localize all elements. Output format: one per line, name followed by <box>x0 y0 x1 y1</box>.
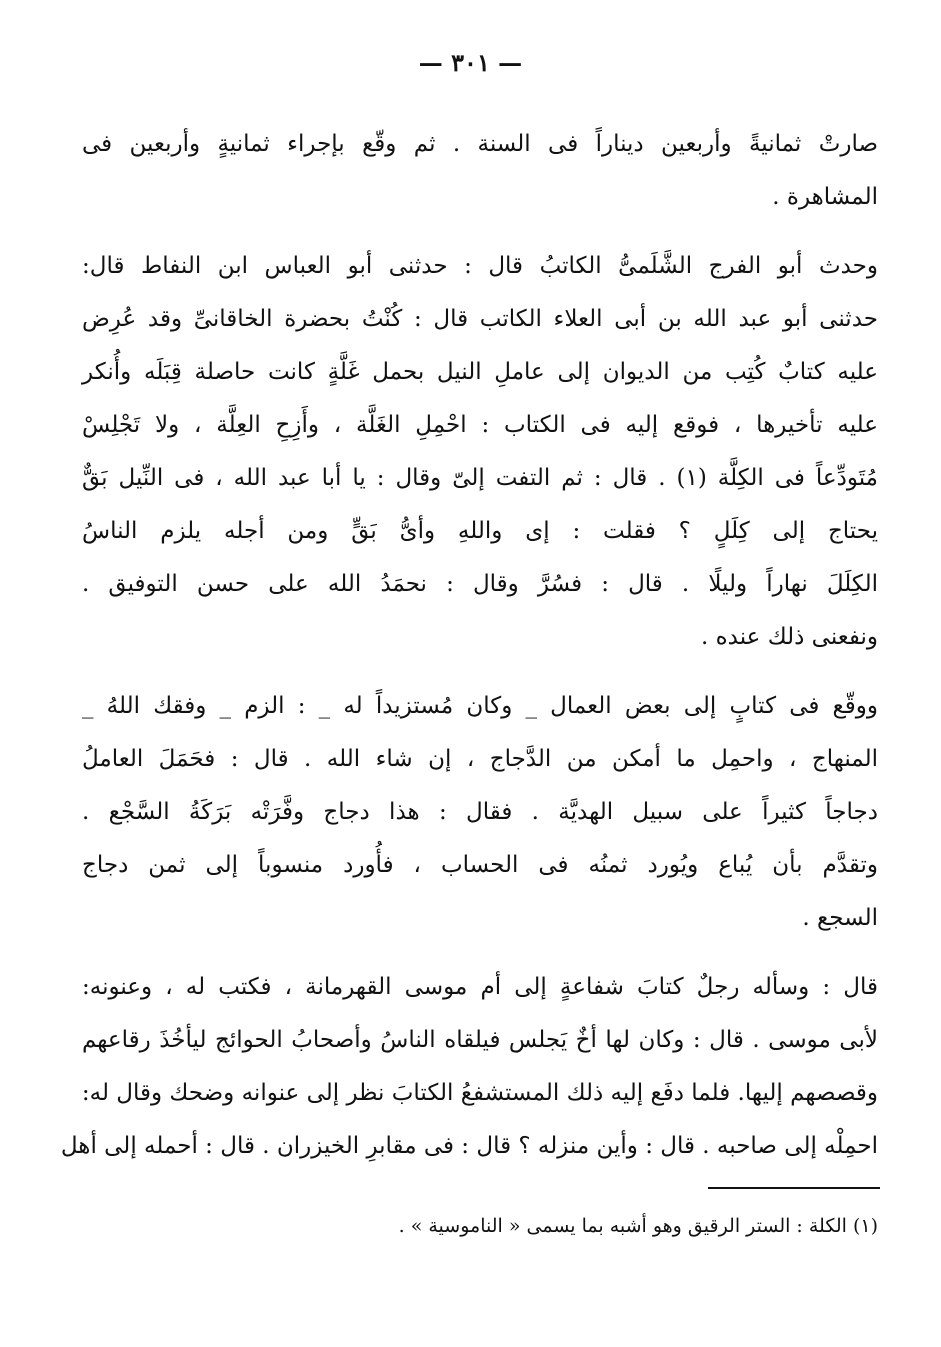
text-line: لأبى موسى . قال : وكان لها أخٌ يَجلس فيلقاه الناسُ وأصحابُ الحوائج ليأخُذَ رقاعهم <box>82 1027 878 1053</box>
text-line: احمِلْه إلى صاحبه . قال : وأين منزله ؟ قال : فى مقابرِ الخيزران . قال : أحمله إلى أهل <box>60 1133 878 1159</box>
text-line: وحدث أبو الفرج الشَّلَمىُّ الكاتبُ قال : حدثنى أبو العباس ابن النفاط قال: <box>82 253 878 279</box>
text-line: المشاهرة . <box>772 184 878 210</box>
text-line: وقصصهم إليها. فلما دفَع إليه ذلك المستشفعُ الكتابَ نظر إلى عنوانه وضحك وقال له: <box>81 1080 878 1106</box>
paragraph-2 <box>82 240 878 664</box>
body-text <box>60 118 878 1189</box>
text-line: مُتَودِّعاً فى الكِلَّة (١) . قال : ثم التفت إلىّ وقال : يا أبا عبد الله ، فى النِّيل بَقٌّ <box>82 465 878 491</box>
paragraph-1 <box>82 118 878 224</box>
page-number: — ٣٠١ — <box>418 48 523 77</box>
footnote-divider <box>708 1187 880 1189</box>
paragraph-3 <box>82 680 878 945</box>
text-line: عليه كتابٌ كُتِب من الديوان إلى عاملِ النيل بحمل غَلَّةٍ كانت حاصلة قِبَلَه وأُنكر <box>82 359 878 385</box>
text-line: وتقدَّم بأن يُباع ويُورد ثمنُه فى الحساب ، فأُورد منسوباً إلى ثمن دجاج <box>82 852 878 878</box>
text-line: يحتاج إلى كِلَلٍ ؟ فقلت : إى واللهِ وأىُّ بَقٍّ ومن أجله يلزم الناسُ <box>82 518 878 544</box>
text-line: صارتْ ثمانيةً وأربعين ديناراً فى السنة . ثم وقّع بإجراء ثمانيةٍ وأربعين فى <box>82 131 878 157</box>
text-line: السجع . <box>802 905 878 931</box>
text-line: الكِلَلَ نهاراً وليلًا . قال : فسُرَّ وقال : نحمَدُ الله على حسن التوفيق . <box>82 571 878 597</box>
footnote: (١) الكلة : الستر الرقيق وهو أشبه بما يسمى « الناموسية » . <box>398 1215 878 1237</box>
text-line: دجاجاً كثيراً على سبيل الهديَّة . فقال : هذا دجاج وفَّرَتْه بَرَكَةُ السَّجْع . <box>82 799 878 825</box>
text-line: قال : وسأله رجلٌ كتابَ شفاعةٍ إلى أم موسى القهرمانة ، فكتب له ، وعنونه: <box>82 974 878 1000</box>
text-line: ووقّع فى كتابٍ إلى بعض العمال _ وكان مُستزيداً له _ : الزم _ وفقك اللهُ _ <box>82 693 878 719</box>
text-line: المنهاج ، واحمِل ما أمكن من الدَّجاج ، إن شاء الله . قال : فحَمَلَ العاملُ <box>82 746 878 772</box>
text-line: ونفعنى ذلك عنده . <box>700 624 878 650</box>
text-line: عليه تأخيرها ، فوقع إليه فى الكتاب : احْمِلِ الغَلَّة ، وأَزِحِ العِلَّة ، ولا تَجْلِسْ <box>82 412 878 438</box>
paragraph-4 <box>60 961 878 1173</box>
text-line: حدثنى أبو عبد الله بن أبى العلاء الكاتب قال : كُنْتُ بحضرة الخاقانىِّ وقد عُرِض <box>82 306 878 332</box>
